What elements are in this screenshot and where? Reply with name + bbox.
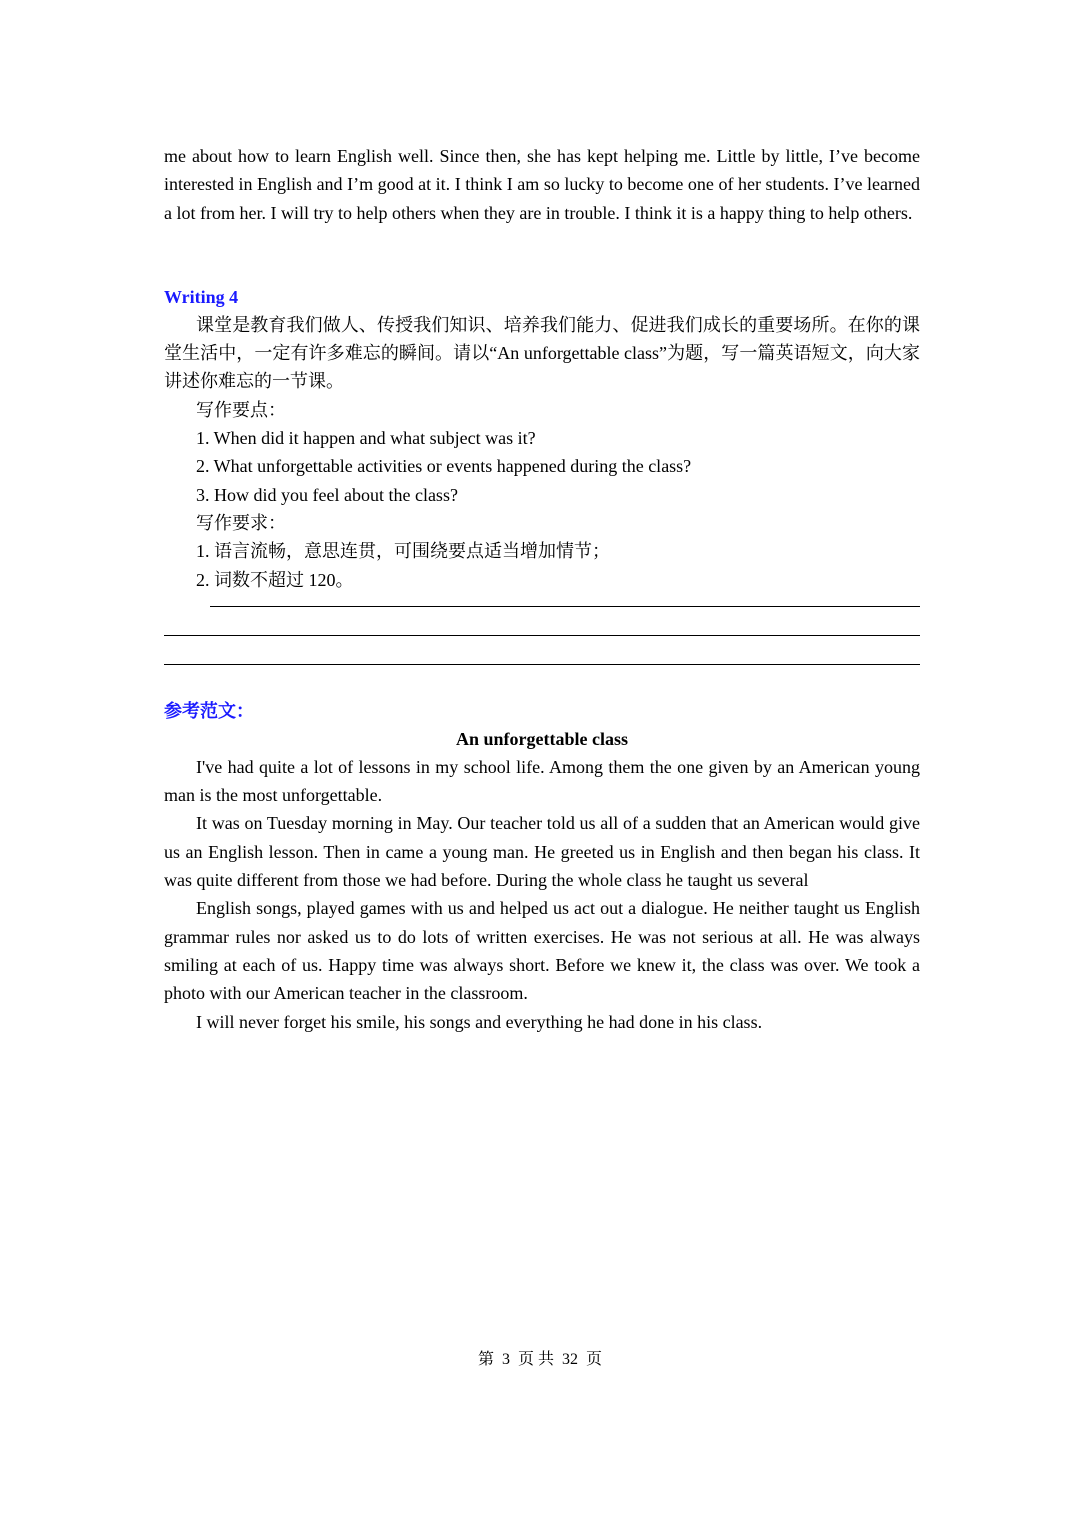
document-page <box>164 142 920 1036</box>
points-label: 写作要点： <box>196 399 286 420</box>
requirement-item: 2. 词数不超过 120。 <box>196 569 354 590</box>
sample-paragraph: I've had quite a lot of lessons in my school life. Among them the one given by an American young man is the most unforgettable. <box>164 756 920 806</box>
sample-title: An unforgettable class <box>456 728 628 749</box>
requirement-item: 1. 语言流畅，意思连贯，可围绕要点适当增加情节； <box>196 541 610 562</box>
point-item: 2. What unforgettable activities or events happened during the class? <box>196 456 692 477</box>
requirements-label: 写作要求： <box>196 512 286 533</box>
sample-paragraph: I will never forget his smile, his songs and everything he had done in his class. <box>196 1011 763 1032</box>
total-page-number: 32 <box>562 1351 578 1368</box>
footer-suffix: 页 <box>586 1351 603 1368</box>
sample-paragraph: English songs, played games with us and helped us act out a dialogue. He neither taught us English grammar rules nor asked us to do lots of written exercises. He was not serious at all. He was always smiling at each of us. Happy time was always short. Before we knew it, the class was over. We took a photo with our American teacher in the classroom. <box>164 898 920 1004</box>
point-item: 1. When did it happen and what subject was it? <box>196 428 536 449</box>
sample-paragraph: It was on Tuesday morning in May. Our teacher told us all of a sudden that an American would give us an English lesson. Then in came a young man. He greeted us in English and then began his class. It was quite different from those we had before. During the whole class he taught us several <box>164 813 920 891</box>
footer-prefix: 第 <box>477 1351 494 1368</box>
current-page-number: 3 <box>501 1351 510 1368</box>
sample-label: 参考范文： <box>164 700 254 721</box>
writing-heading: Writing 4 <box>164 286 239 307</box>
writing-prompt: 课堂是教育我们做人、传授我们知识、培养我们能力、促进我们成长的重要场所。在你的课堂生活中，一定有许多难忘的瞬间。请以“An unforgettable class”为题，写一篇英语短文，向大家讲述你难忘的一节课。 <box>164 314 920 392</box>
page-footer <box>0 1346 1080 1369</box>
continued-paragraph: me about how to learn English well. Since then, she has kept helping me. Little by little, I’ve become interested in English and I’m good at it. I think I am so lucky to become one of her students. I’ve learned a lot from her. I will try to help others when they are in trouble. I think it is a happy thing to help others. <box>164 146 920 223</box>
point-item: 3. How did you feel about the class? <box>196 484 458 505</box>
footer-middle: 页 共 <box>517 1351 554 1368</box>
